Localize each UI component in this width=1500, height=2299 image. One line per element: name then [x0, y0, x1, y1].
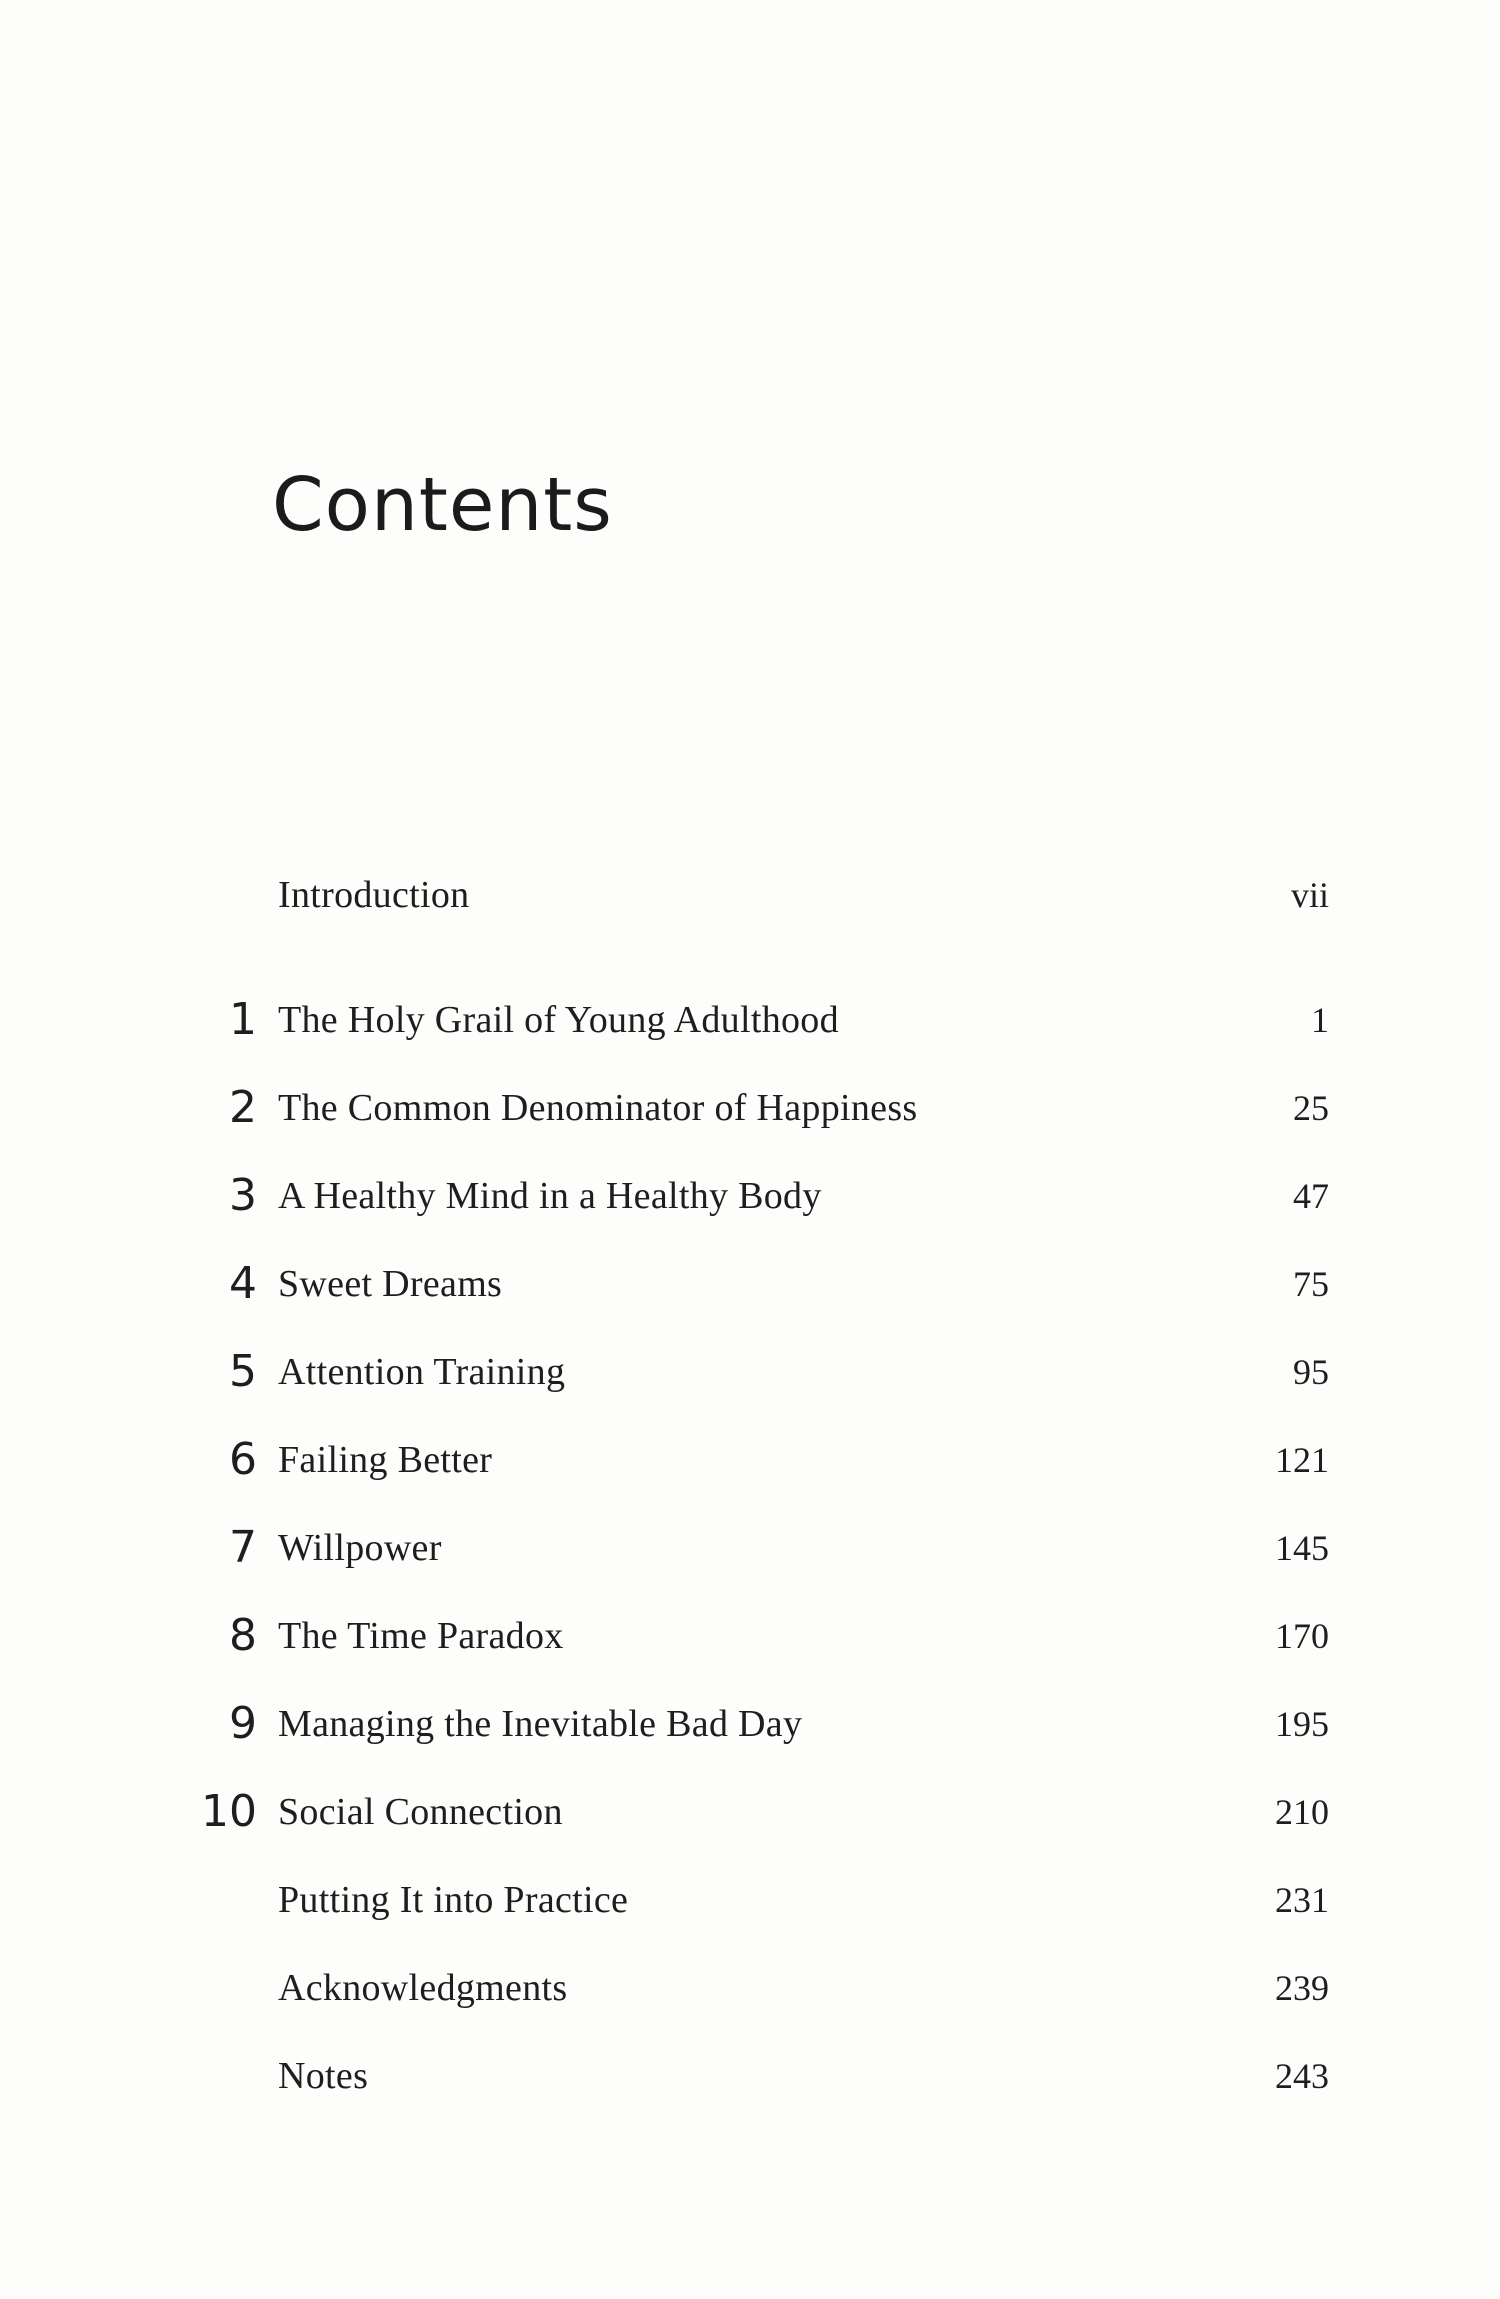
chapter-number: 10	[201, 1786, 257, 1837]
chapter-number: 1	[229, 994, 257, 1045]
page-number: 210	[1275, 1792, 1329, 1832]
chapter-number: 6	[229, 1434, 257, 1485]
chapter-number: 7	[229, 1522, 257, 1573]
toc-entry-chapter-3[interactable]	[0, 1166, 1500, 1226]
entry-title: The Common Denominator of Happiness	[278, 1087, 918, 1129]
chapter-number: 5	[229, 1346, 257, 1397]
chapter-number: 2	[229, 1082, 257, 1133]
toc-entry-chapter-4[interactable]	[0, 1254, 1500, 1314]
page-number: 75	[1293, 1264, 1329, 1304]
entry-title: Managing the Inevitable Bad Day	[278, 1703, 803, 1745]
toc-entry-putting-it-into-practice[interactable]	[0, 1870, 1500, 1930]
toc-entry-acknowledgments[interactable]	[0, 1958, 1500, 2018]
entry-title: Willpower	[278, 1527, 442, 1569]
page-number: 1	[1311, 1000, 1329, 1040]
entry-title: A Healthy Mind in a Healthy Body	[278, 1175, 822, 1217]
toc-entry-chapter-6[interactable]	[0, 1430, 1500, 1490]
chapter-number: 4	[229, 1258, 257, 1309]
chapter-number: 8	[229, 1610, 257, 1661]
entry-title: Acknowledgments	[278, 1967, 568, 2009]
entry-title: Notes	[278, 2055, 369, 2097]
chapter-number: 3	[229, 1170, 257, 1221]
toc-entry-chapter-2[interactable]	[0, 1078, 1500, 1138]
page-number: 25	[1293, 1088, 1329, 1128]
entry-title: Attention Training	[278, 1351, 566, 1393]
page-number: 170	[1275, 1616, 1329, 1656]
entry-title: The Holy Grail of Young Adulthood	[278, 999, 839, 1041]
entry-title: Failing Better	[278, 1439, 493, 1481]
toc-entry-chapter-10[interactable]	[0, 1782, 1500, 1842]
page-number: 195	[1275, 1704, 1329, 1744]
toc-entry-chapter-9[interactable]	[0, 1694, 1500, 1754]
entry-title: Putting It into Practice	[278, 1879, 629, 1921]
entry-title: Sweet Dreams	[278, 1263, 503, 1305]
page-number: vii	[1290, 875, 1329, 915]
page-number: 231	[1275, 1880, 1329, 1920]
page-number: 145	[1275, 1528, 1329, 1568]
toc-entry-introduction[interactable]	[0, 865, 1500, 925]
page-number: 121	[1275, 1440, 1329, 1480]
entry-title: Social Connection	[278, 1791, 563, 1833]
page-number: 243	[1275, 2056, 1329, 2096]
page-number: 47	[1293, 1176, 1329, 1216]
entry-title: Introduction	[278, 874, 470, 916]
toc-entry-chapter-5[interactable]	[0, 1342, 1500, 1402]
toc-entry-chapter-7[interactable]	[0, 1518, 1500, 1578]
toc-entry-notes[interactable]	[0, 2046, 1500, 2106]
entry-title: The Time Paradox	[278, 1615, 564, 1657]
toc-entry-chapter-1[interactable]	[0, 990, 1500, 1050]
toc-entry-chapter-8[interactable]	[0, 1606, 1500, 1666]
page-number: 239	[1275, 1968, 1329, 2008]
chapter-number: 9	[229, 1698, 257, 1749]
page-title: Contents	[272, 462, 613, 548]
page-number: 95	[1293, 1352, 1329, 1392]
